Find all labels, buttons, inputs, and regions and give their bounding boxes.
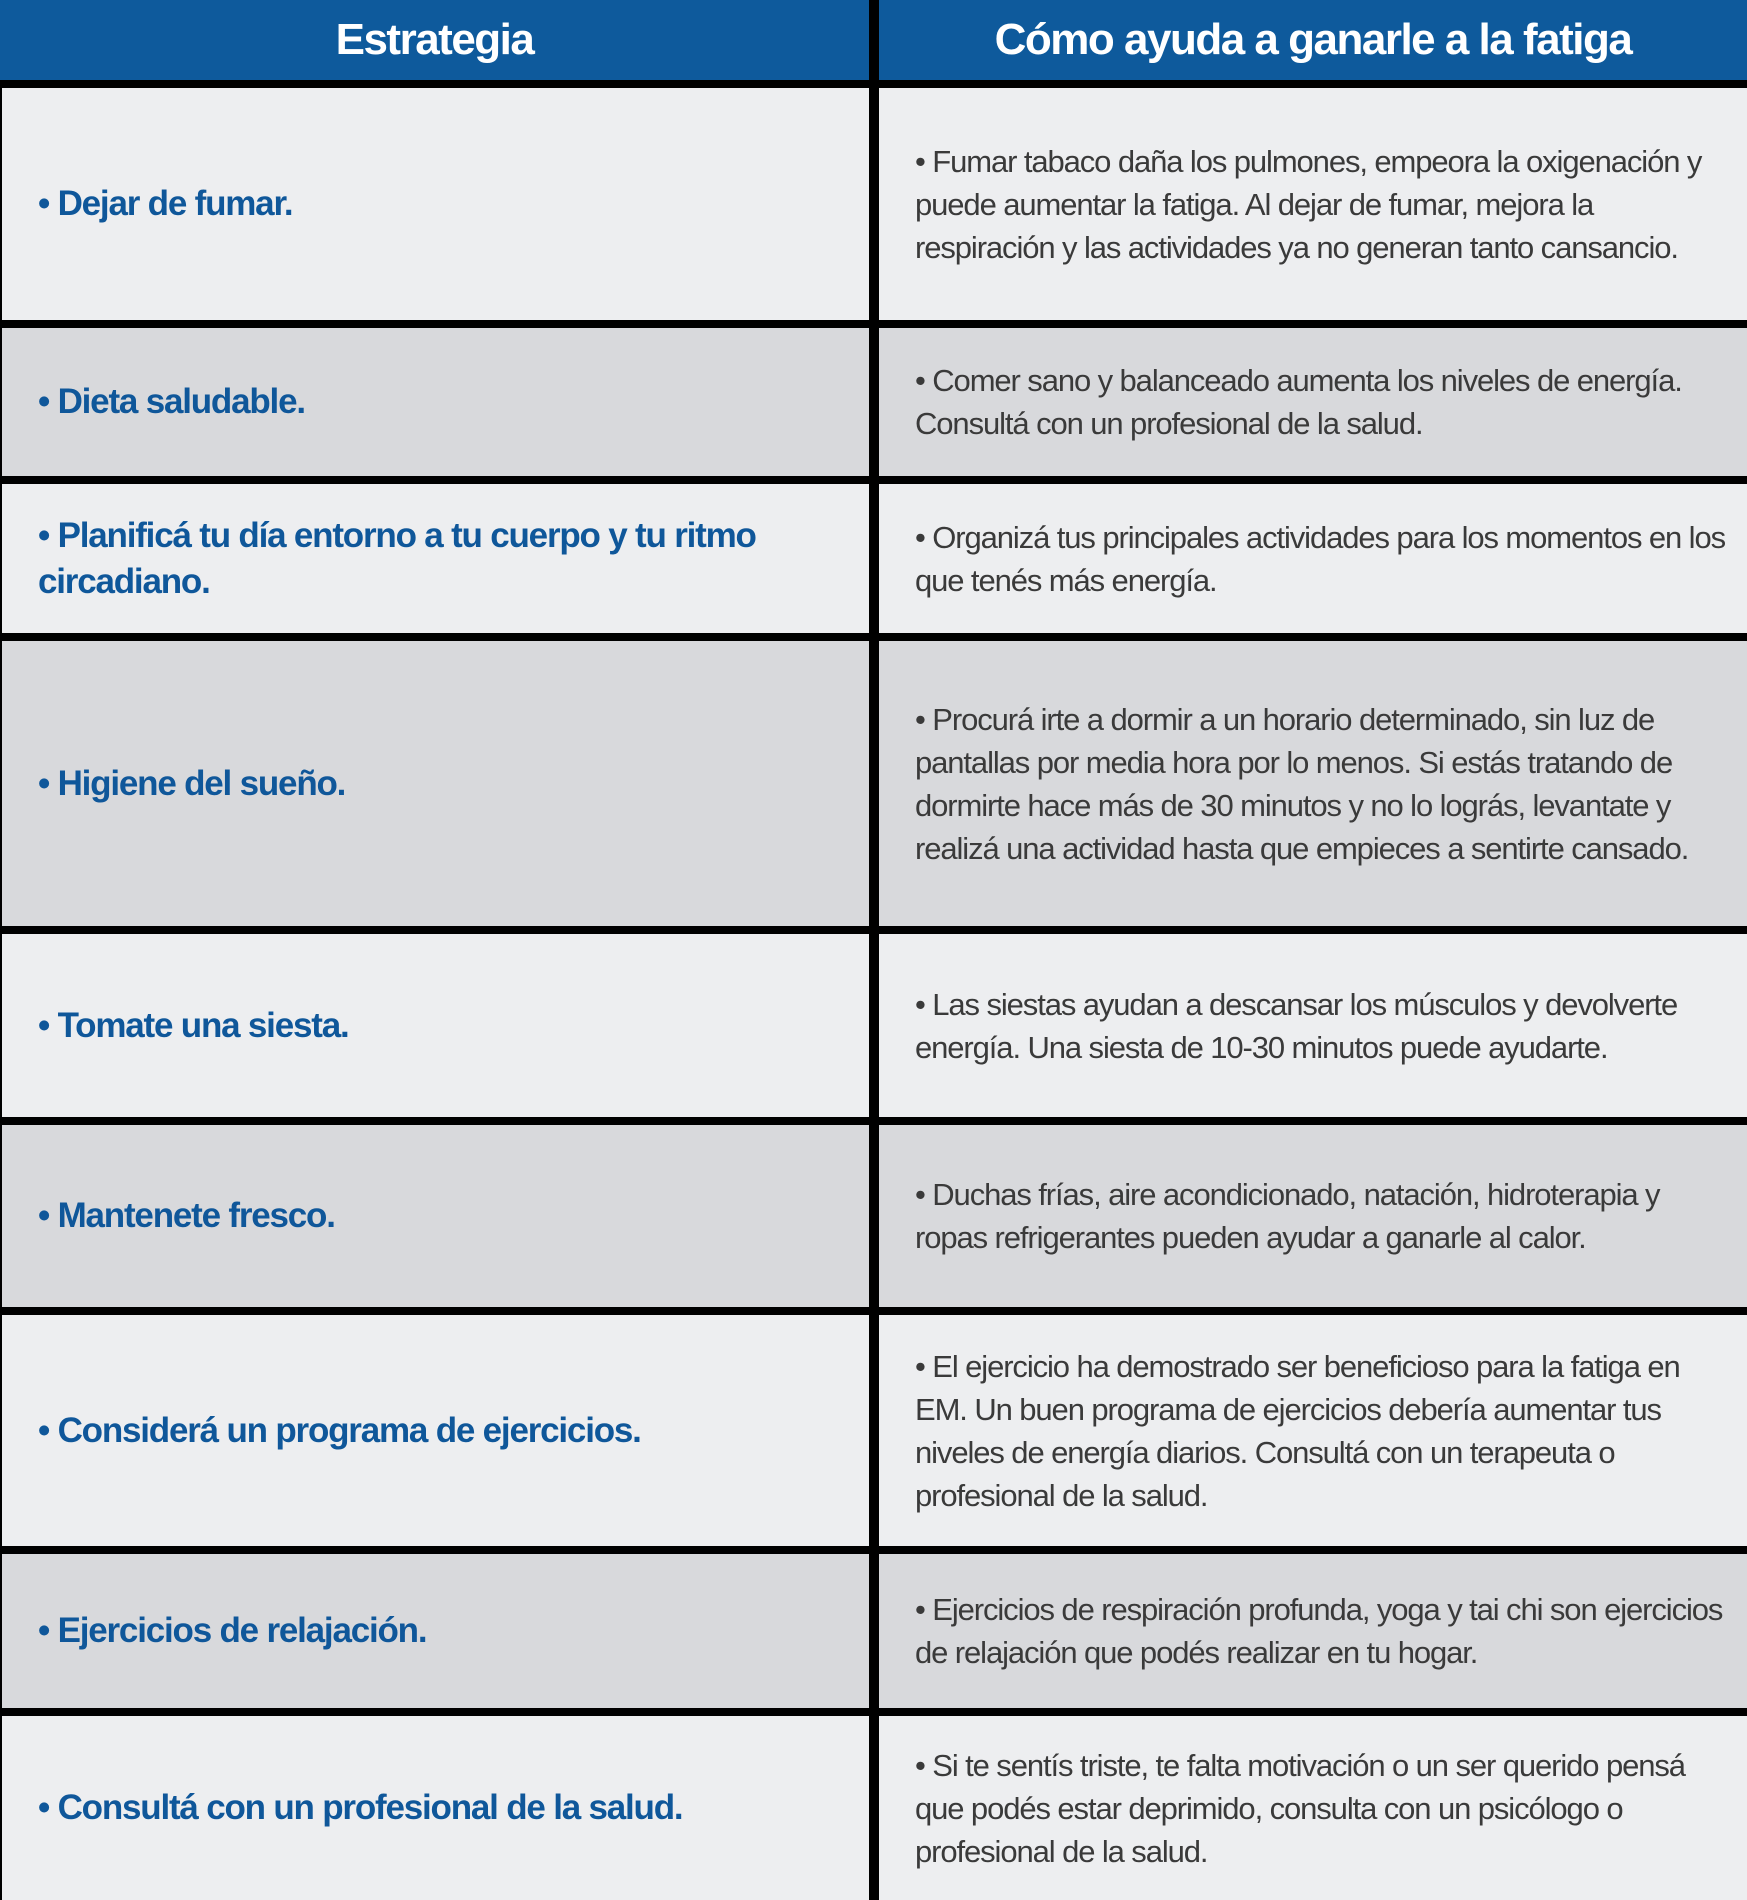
description-cell: • Procurá irte a dormir a un horario determinado, sin luz de pantallas por media hora por lo menos. Si estás tratando de dormirte hace más de 30 minutos y no lo lográs, levantate y realizá una actividad hasta que empieces a sentirte cansado. (915, 701, 1689, 866)
description-cell: • Duchas frías, aire acondicionado, natación, hidroterapia y ropas refrigerantes pueden ayudar a ganarle al calor. (915, 1177, 1660, 1255)
description-cell: • Las siestas ayudan a descansar los músculos y devolverte energía. Una siesta de 10-30 minutos puede ayudarte. (915, 986, 1678, 1065)
strategy-cell: • Dieta saludable. (38, 382, 305, 421)
table-row (0, 1125, 1747, 1307)
table-row (0, 484, 1747, 633)
description-cell: • Comer sano y balanceado aumenta los niveles de energía. Consultá con un profesional de la salud. (915, 363, 1682, 441)
strategy-cell: • Higiene del sueño. (38, 763, 346, 803)
table-row (0, 934, 1747, 1117)
strategy-cell: • Ejercicios de relajación. (38, 1611, 427, 1650)
description-cell: • El ejercicio ha demostrado ser beneficioso para la fatiga en EM. Un buen programa de ejercicios debería aumentar tus niveles de energía diarios. Consultá con un terapeuta o profesional de la salud. (915, 1348, 1680, 1513)
strategy-cell: • Mantenete fresco. (38, 1196, 335, 1235)
strategy-cell: • Dejar de fumar. (38, 184, 293, 223)
table-row (0, 328, 1747, 476)
description-cell: • Organizá tus principales actividades para los momentos en los que tenés más energía. (915, 519, 1725, 598)
table-row (0, 1716, 1747, 1900)
table-row (0, 1554, 1747, 1708)
header-strategy: Estrategia (0, 0, 869, 80)
table-row (0, 1315, 1747, 1546)
table-row (0, 641, 1747, 926)
strategy-cell: • Planificá tu día entorno a tu cuerpo y tu ritmo circadiano. (38, 515, 756, 601)
table-header (0, 0, 1747, 80)
strategy-cell: • Considerá un programa de ejercicios. (38, 1410, 641, 1450)
description-cell: • Fumar tabaco daña los pulmones, empeora la oxigenación y puede aumentar la fatiga. Al dejar de fumar, mejora la respiración y las actividades ya no generan tanto cansancio. (915, 143, 1702, 265)
table-row (0, 88, 1747, 320)
strategy-cell: • Consultá con un profesional de la salud. (38, 1788, 683, 1827)
strategy-cell: • Tomate una siesta. (38, 1005, 349, 1045)
description-cell: • Si te sentís triste, te falta motivación o un ser querido pensá que podés estar deprimido, consulta con un psicólogo o profesional de la salud. (915, 1747, 1685, 1869)
header-how-it-helps: Cómo ayuda a ganarle a la fatiga (879, 0, 1747, 80)
description-cell: • Ejercicios de respiración profunda, yoga y tai chi son ejercicios de relajación que podés realizar en tu hogar. (915, 1592, 1723, 1670)
